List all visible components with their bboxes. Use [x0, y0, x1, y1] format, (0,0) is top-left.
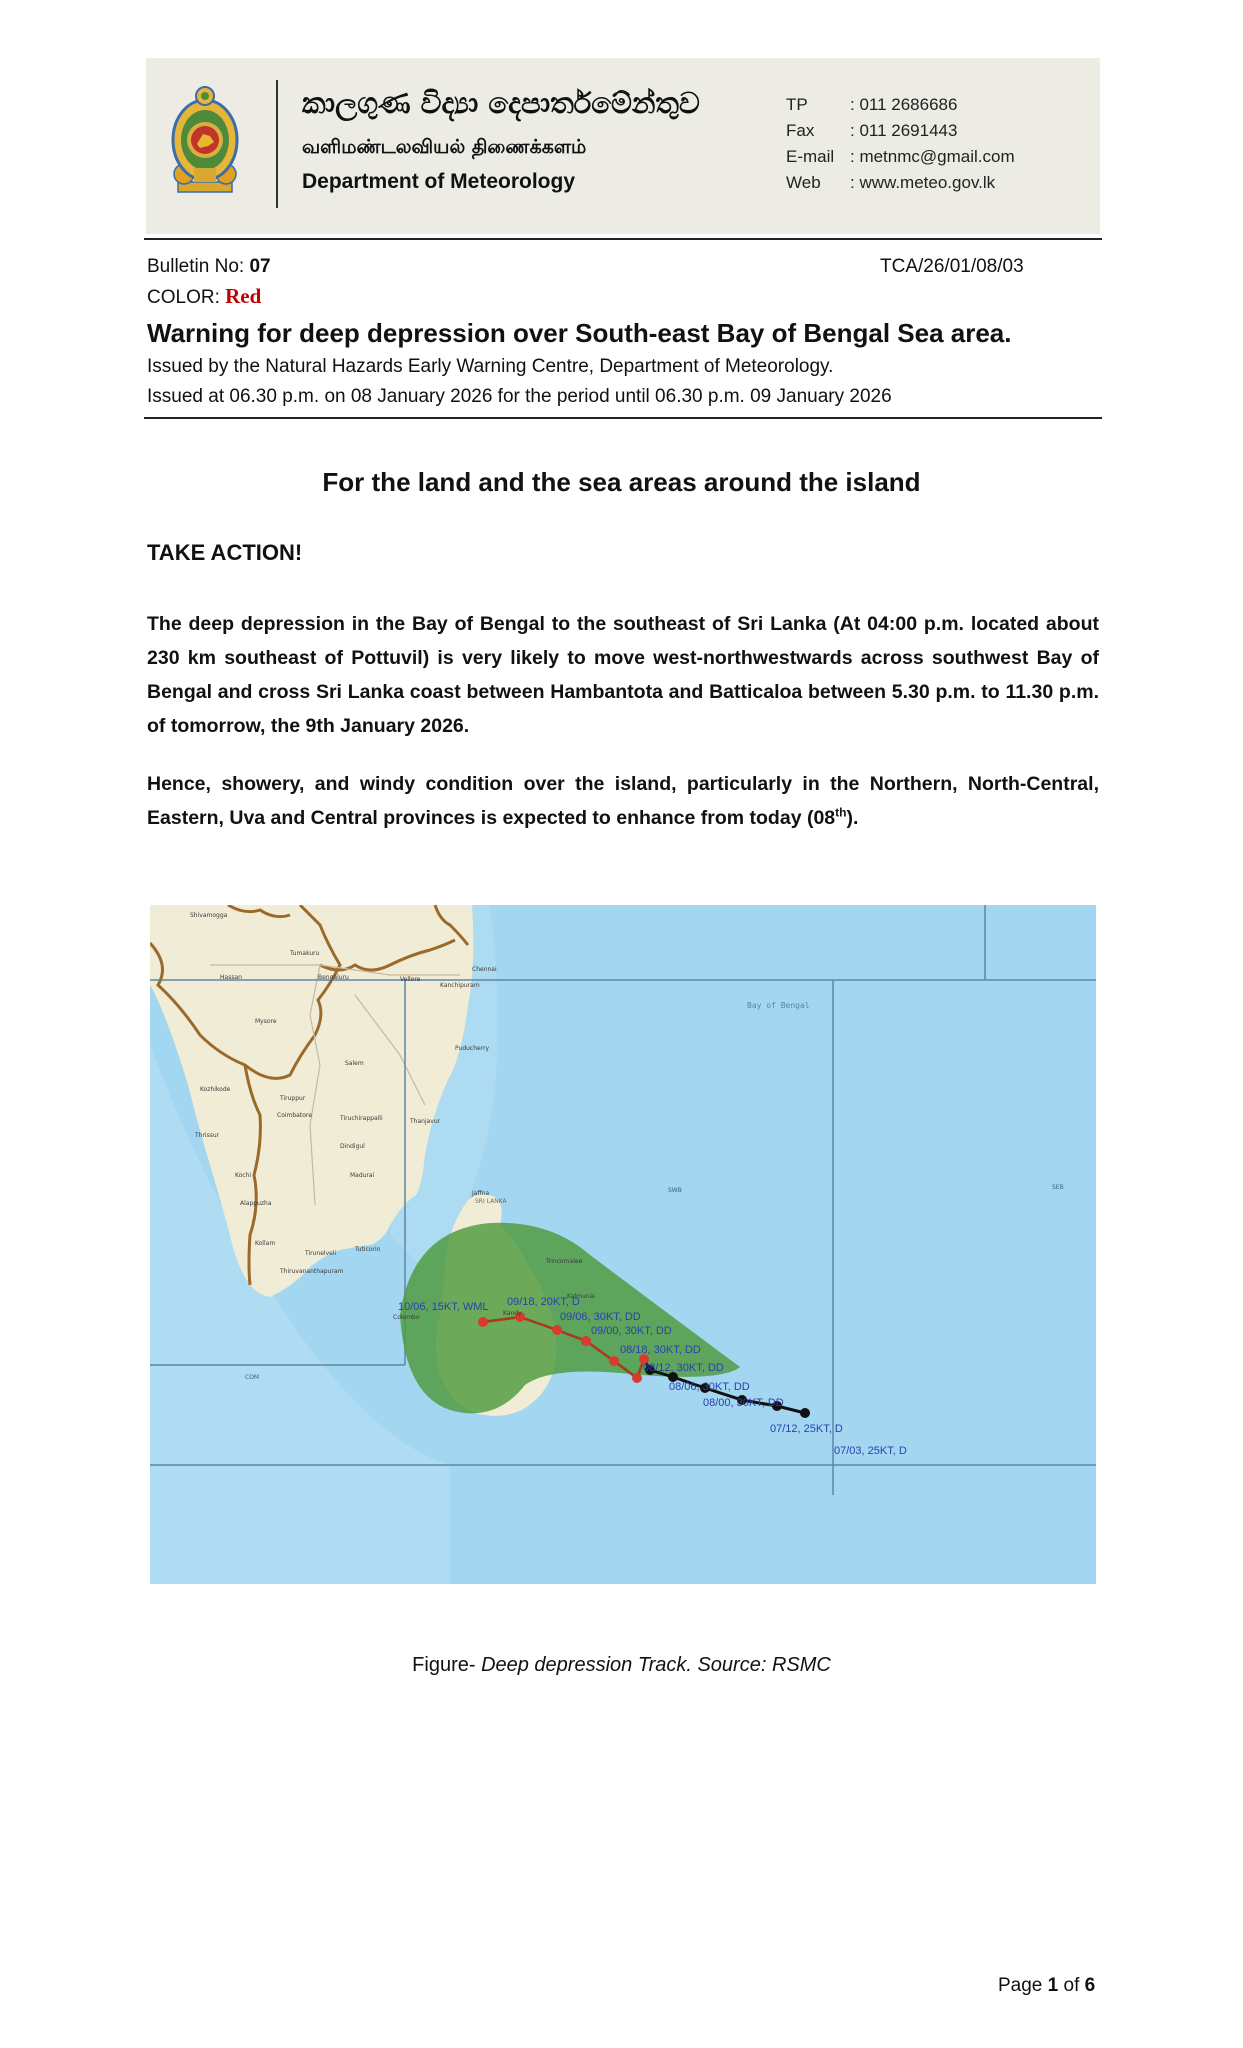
ordinal-suffix: th: [835, 805, 847, 820]
contact-value: : 011 2686686: [850, 95, 958, 114]
letterhead: [146, 58, 1100, 234]
contact-label: Web: [786, 173, 821, 192]
svg-text:Tiruchirappalli: Tiruchirappalli: [340, 1115, 383, 1122]
paragraph-impact-text: Hence, showery, and windy condition over the island, particularly in the Northern, North-Central, Eastern, Uva and Central provinces is expected to enhance from today (08: [147, 773, 1099, 829]
paragraph-forecast: The deep depression in the Bay of Bengal to the southeast of Sri Lanka (At 04:00 p.m. located about 230 km southeast of Pottuvil) is very likely to move west-northwestwards across southwest Bay of Bengal and cross Sri Lanka coast between Hambantota and Batticaloa between 5.30 p.m. to 11.30 p.m. of tomorrow, the 9th January 2026.: [147, 613, 1099, 737]
contact-value[interactable]: : metnmc@gmail.com: [850, 147, 1015, 166]
page-current: 1: [1047, 1975, 1059, 1996]
page-number: [998, 1975, 1095, 1997]
svg-text:Colombo: Colombo: [393, 1314, 420, 1321]
svg-text:SEB: SEB: [1052, 1184, 1064, 1191]
page-of: of: [1058, 1975, 1085, 1996]
sri-lanka-emblem-icon: [170, 82, 240, 200]
warning-color-value: Red: [225, 284, 262, 308]
paragraph-impact-end: ).: [846, 807, 859, 829]
letterhead-divider: [276, 80, 278, 208]
svg-text:Salem: Salem: [345, 1060, 364, 1067]
section-title: For the land and the sea areas around the island: [322, 467, 921, 497]
page-prefix: Page: [998, 1975, 1048, 1996]
svg-text:Kollam: Kollam: [255, 1240, 276, 1247]
svg-text:Kalmunai: Kalmunai: [567, 1293, 595, 1300]
warning-color: [147, 284, 261, 309]
svg-text:COM: COM: [245, 1374, 260, 1381]
contact-fax: [786, 118, 1015, 144]
svg-text:09/18, 20KT, D: 09/18, 20KT, D: [507, 1296, 580, 1308]
bulletin-reference: TCA/26/01/08/03: [880, 256, 1024, 277]
svg-text:SWB: SWB: [668, 1187, 682, 1194]
svg-text:Tiruppur: Tiruppur: [280, 1095, 306, 1102]
svg-text:08/12, 30KT, DD: 08/12, 30KT, DD: [643, 1362, 724, 1374]
warning-title: Warning for deep depression over South-east Bay of Bengal Sea area.: [147, 318, 1012, 348]
bulletin-number-value: 07: [249, 256, 271, 277]
svg-text:Chennai: Chennai: [472, 966, 497, 973]
department-name-tamil: வளிமண்டலவியல் திணைக்களம்: [302, 136, 587, 158]
svg-text:Thrissur: Thrissur: [195, 1132, 220, 1139]
svg-text:Trincomalee: Trincomalee: [546, 1258, 583, 1265]
svg-text:Dindigul: Dindigul: [340, 1143, 365, 1150]
svg-text:Tirunelveli: Tirunelveli: [305, 1250, 337, 1257]
header-rule: [144, 417, 1102, 419]
contact-value[interactable]: : www.meteo.gov.lk: [850, 173, 996, 192]
depression-track-map: [150, 905, 1096, 1584]
svg-text:Vellore: Vellore: [400, 976, 421, 983]
bulletin-number-label: Bulletin No:: [147, 256, 250, 277]
issued-by: Issued by the Natural Hazards Early Warning Centre, Department of Meteorology.: [147, 356, 834, 377]
caption-text: Deep depression Track. Source: RSMC: [481, 1654, 831, 1676]
svg-text:Thiruvananthapuram: Thiruvananthapuram: [280, 1268, 344, 1275]
svg-text:Mysore: Mysore: [255, 1018, 277, 1025]
bulletin-number: [147, 256, 271, 278]
issued-at: Issued at 06.30 p.m. on 08 January 2026 for the period until 06.30 p.m. 09 January 2026: [147, 386, 892, 407]
page-total: 6: [1084, 1975, 1096, 1996]
take-action-heading: TAKE ACTION!: [147, 540, 303, 565]
svg-text:Coimbatore: Coimbatore: [277, 1112, 312, 1119]
svg-text:Kandy: Kandy: [503, 1310, 522, 1317]
svg-text:Bay of Bengal: Bay of Bengal: [747, 1001, 810, 1010]
svg-text:Puducherry: Puducherry: [455, 1045, 490, 1052]
svg-text:07/03, 25KT, D: 07/03, 25KT, D: [834, 1445, 907, 1457]
svg-text:Hassan: Hassan: [220, 974, 242, 981]
svg-text:Thanjavur: Thanjavur: [410, 1118, 441, 1125]
svg-text:SRI LANKA: SRI LANKA: [475, 1198, 507, 1205]
svg-text:09/00, 30KT, DD: 09/00, 30KT, DD: [591, 1325, 672, 1337]
svg-text:Jaffna: Jaffna: [472, 1190, 490, 1197]
svg-text:07/12, 25KT, D: 07/12, 25KT, D: [770, 1423, 843, 1435]
contact-email: [786, 144, 1015, 170]
svg-text:08/00, 30KT, DD: 08/00, 30KT, DD: [703, 1397, 784, 1409]
paragraph-impact: [147, 767, 1099, 835]
contact-label: Fax: [786, 121, 815, 140]
svg-text:Shivamogga: Shivamogga: [190, 912, 228, 919]
svg-text:Kanchipuram: Kanchipuram: [440, 982, 480, 989]
svg-text:Kozhikode: Kozhikode: [200, 1086, 231, 1093]
svg-text:Tumakuru: Tumakuru: [290, 950, 320, 957]
svg-text:Madurai: Madurai: [350, 1172, 375, 1179]
warning-color-label: COLOR:: [147, 287, 226, 308]
svg-text:Bengaluru: Bengaluru: [318, 974, 349, 981]
contact-value: : 011 2691443: [850, 121, 958, 140]
svg-text:09/06, 30KT, DD: 09/06, 30KT, DD: [560, 1311, 641, 1323]
svg-text:Kochi: Kochi: [235, 1172, 252, 1179]
svg-text:Alappuzha: Alappuzha: [240, 1200, 272, 1207]
svg-text:10/06, 15KT, WML: 10/06, 15KT, WML: [398, 1301, 489, 1313]
svg-text:Tuticorin: Tuticorin: [355, 1246, 381, 1253]
svg-text:08/06, 30KT, DD: 08/06, 30KT, DD: [669, 1381, 750, 1393]
svg-text:08/18, 30KT, DD: 08/18, 30KT, DD: [620, 1344, 701, 1356]
contact-web: [786, 170, 1015, 196]
contact-label: E-mail: [786, 147, 835, 166]
caption-prefix: Figure-: [412, 1654, 482, 1676]
department-name-english: Department of Meteorology: [302, 170, 576, 193]
department-name-sinhala: කාලගුණ විද්‍යා දෙපාර්තමේන්තුව: [302, 86, 700, 120]
contact-tp: [786, 92, 1015, 118]
letterhead-rule: [144, 238, 1102, 240]
contact-label: TP: [786, 95, 808, 114]
figure-caption: [0, 1654, 1243, 1677]
contact-block: [786, 92, 1015, 196]
